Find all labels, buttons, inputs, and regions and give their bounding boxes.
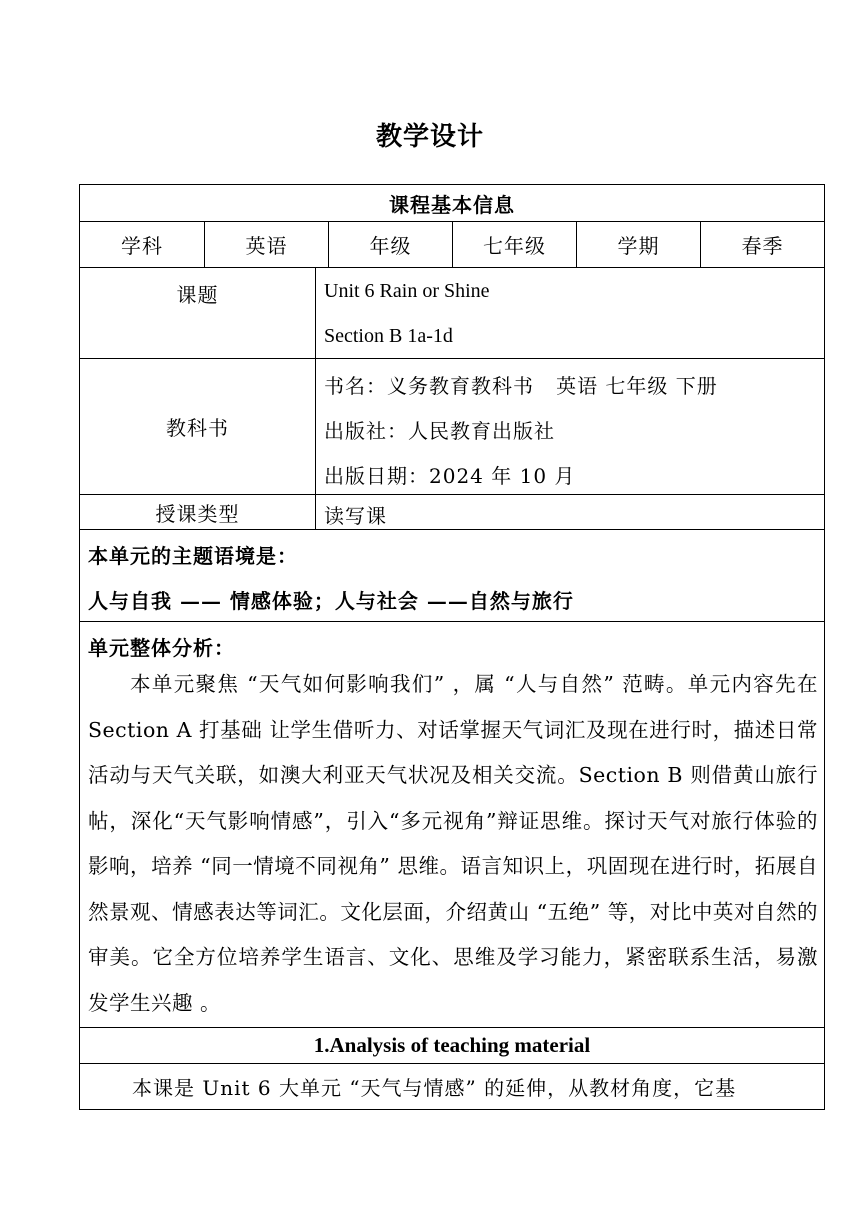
material-text: 本课是 Unit 6 大单元 “天气与情感” 的延伸，从教材角度，它基 <box>132 1076 737 1100</box>
term-value: 春季 <box>741 234 784 258</box>
topic-label: 课题 <box>176 283 219 307</box>
lesson-type-label-cell <box>80 495 315 529</box>
topic-label-cell <box>80 268 315 358</box>
topic-value-cell <box>315 268 824 358</box>
lesson-type-row <box>80 495 824 530</box>
term-value-cell <box>700 222 824 267</box>
grade-value: 七年级 <box>483 234 546 258</box>
material-heading: 1.Analysis of teaching material <box>313 1033 591 1057</box>
textbook-value-cell <box>315 359 824 494</box>
lesson-type-value-cell <box>315 495 824 529</box>
subject-label: 学科 <box>121 234 163 258</box>
textbook-publisher: 出版社：人民教育出版社 <box>324 419 555 443</box>
textbook-label: 教科书 <box>166 416 229 440</box>
analysis-paragraph: 本单元聚焦 “天气如何影响我们” ，属 “人与自然” 范畴。单元内容先在 Section A 打基础 让学生借听力、对话掌握天气词汇及现在进行时，描述日常活动与天气关联，如澳大利亚天气状况及相关交流。Section B 则借黄山旅行帖，深化“天气影响情感”，引入“多元视角”辩证思维。探讨天气对旅行体验的影响，培养 “同一情境不同视角” 思维。语言知识上，巩固现在进行时，拓展自然景观、情感表达等词汇。文化层面，介绍黄山 “五绝” 等，对比中英对自然的审美。它全方位培养学生语言、文化、思维及学习能力，紧密联系生活，易激发学生兴趣 。 <box>88 672 818 1015</box>
textbook-row <box>80 359 824 495</box>
topic-row <box>80 268 824 359</box>
topic-line-1: Unit 6 Rain or Shine <box>324 280 490 302</box>
theme-row <box>80 530 824 622</box>
theme-text: 人与自我 —— 情感体验；人与社会 ——自然与旅行 <box>88 589 574 613</box>
textbook-name: 书名：义务教育教科书 英语 七年级 下册 <box>324 374 718 398</box>
document-title: 教学设计 <box>375 122 484 152</box>
lesson-info-table <box>79 184 825 1110</box>
basic-info-row <box>80 222 824 268</box>
textbook-label-cell <box>80 359 315 494</box>
grade-label-cell <box>328 222 452 267</box>
subject-value: 英语 <box>245 234 288 258</box>
grade-value-cell <box>452 222 576 267</box>
table-header: 课程基本信息 <box>389 192 515 217</box>
subject-label-cell <box>80 222 204 267</box>
subject-value-cell <box>204 222 328 267</box>
material-text-row <box>80 1064 824 1109</box>
topic-line-2: Section B 1a-1d <box>324 325 453 347</box>
grade-label: 年级 <box>369 234 412 258</box>
unit-analysis-row <box>80 622 824 1028</box>
theme-heading: 本单元的主题语境是： <box>88 544 298 568</box>
analysis-heading: 单元整体分析： <box>88 636 235 660</box>
term-label-cell <box>576 222 700 267</box>
table-header-row <box>80 185 824 222</box>
material-heading-row <box>80 1028 824 1064</box>
term-label: 学期 <box>617 234 660 258</box>
lesson-type-label: 授课类型 <box>155 501 240 526</box>
lesson-type-value: 读写课 <box>324 504 387 528</box>
textbook-date: 出版日期：2024 年 10 月 <box>324 464 576 488</box>
